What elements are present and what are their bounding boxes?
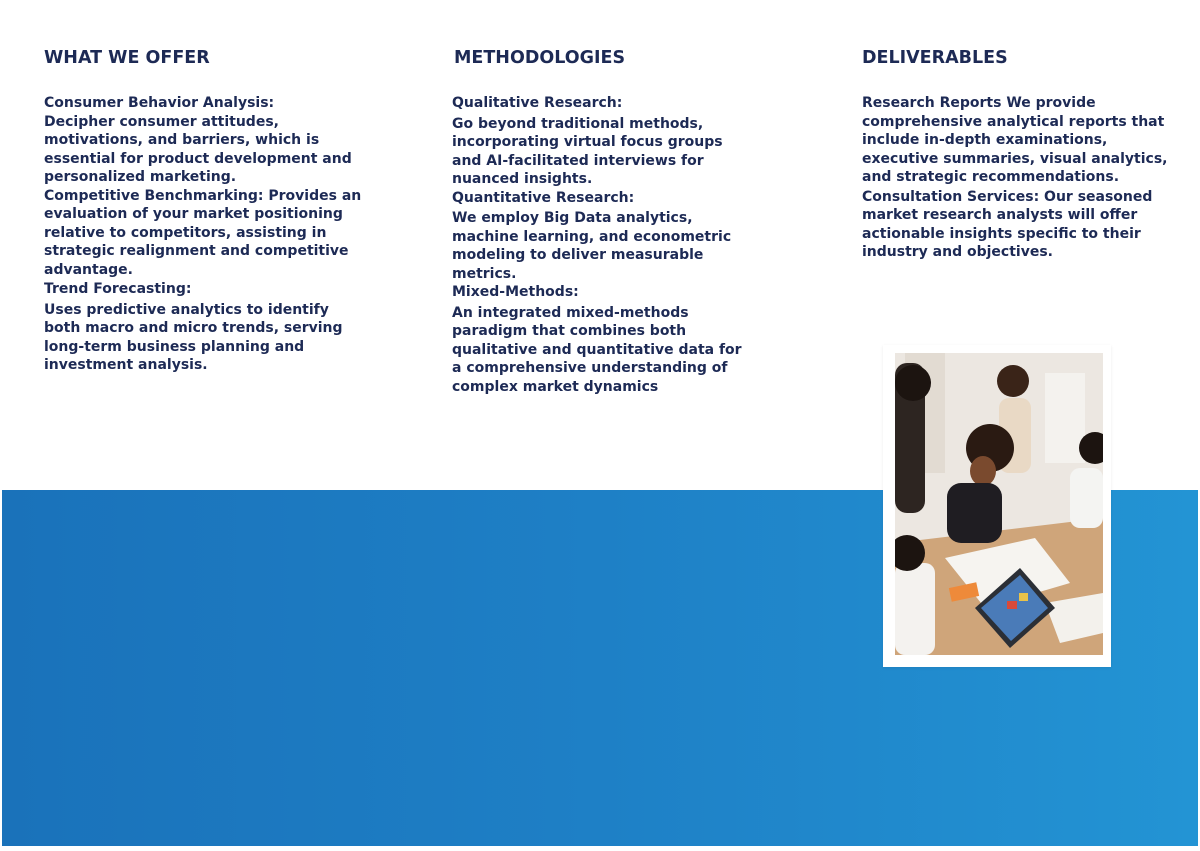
item-description: An integrated mixed-methods paradigm that combines both qualitative and quantitative data for a comprehensive understanding of complex market dynamics <box>452 304 742 395</box>
section-heading: WHAT WE OFFER <box>44 48 210 68</box>
item-title: Quantitative Research: <box>452 189 635 206</box>
item-description: Uses predictive analytics to identify both macro and micro trends, serving long-term business planning and investment analysis. <box>44 301 343 373</box>
item-title: Competitive Benchmarking: Provides an evaluation of your market positioning relative to competitors, assisting in strategic realignment and competitive advantage. <box>44 187 362 278</box>
photo-illustration <box>895 353 1103 655</box>
item-title: Research Reports We provide comprehensive analytical reports that include in-depth examinations, executive summaries, visual analytics, and strategic recommendations. <box>862 95 1168 185</box>
item-description: Decipher consumer attitudes, motivations, and barriers, which is essential for product development and personalized marketing. <box>44 113 352 185</box>
item-title: Qualitative Research: <box>452 95 623 111</box>
item-description: We employ Big Data analytics, machine learning, and econometric modeling to deliver measurable metrics. <box>452 210 732 282</box>
column-methodologies <box>452 48 752 396</box>
section-heading: METHODOLOGIES <box>454 48 626 68</box>
item-title: Consultation Services: Our seasoned market research analysts will offer actionable insights specific to their industry and objectives. <box>862 188 1153 260</box>
column-deliverables <box>862 48 1172 262</box>
photo-frame <box>883 345 1111 667</box>
section-heading: DELIVERABLES <box>862 48 1008 68</box>
item-title: Mixed-Methods: <box>452 284 579 300</box>
column-what-we-offer <box>44 48 364 375</box>
item-title: Trend Forecasting: <box>44 281 192 297</box>
item-description: Go beyond traditional methods, incorporating virtual focus groups and AI-facilitated interviews for nuanced insights. <box>452 115 723 187</box>
team-meeting-photo <box>895 353 1103 655</box>
item-title: Consumer Behavior Analysis: <box>44 95 275 111</box>
